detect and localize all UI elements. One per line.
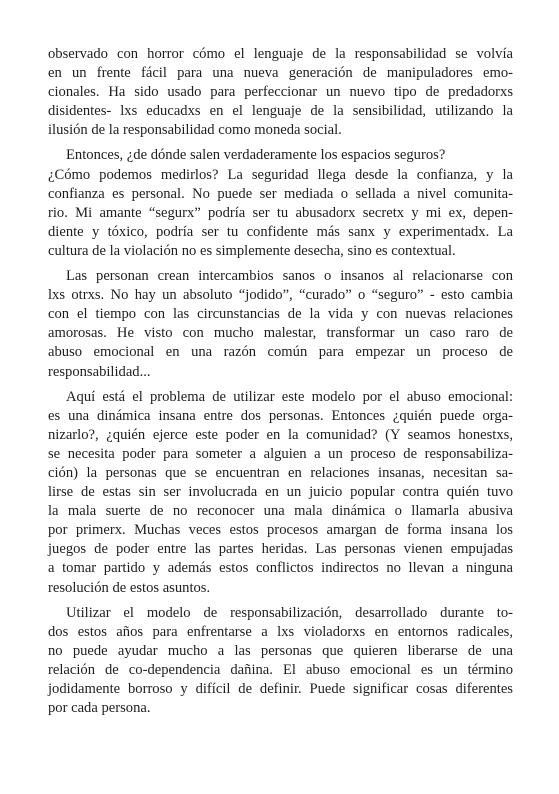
text-line: Entonces, ¿de dónde salen verdaderamente los espacios seguros? bbox=[66, 147, 446, 164]
text-line: amorosas. He visto con mucho malestar, transformar un caso raro de bbox=[48, 325, 513, 342]
text-line: la mala suerte de no reconocer una mala dinámica o llamarla abusiva bbox=[48, 503, 513, 520]
text-line: cionales. Ha sido usado para perfeccionar un nuevo tipo de predadorxs bbox=[48, 84, 513, 101]
text-line: dos estos años para enfrentarse a lxs violadorxs en entornos radicales, bbox=[48, 623, 513, 640]
text-line: por cada persona. bbox=[48, 700, 151, 717]
paragraph-5 bbox=[48, 604, 513, 719]
text-line: observado con horror cómo el lenguaje de la responsabilidad se volvía bbox=[48, 46, 513, 62]
text-line: nizarlo?, ¿quién ejerce este poder en la comunidad? (Y seamos honestxs, bbox=[48, 426, 513, 443]
text-line: Utilizar el modelo de responsabilización, desarrollado durante to- bbox=[66, 604, 513, 621]
text-line: a tomar partido y además estos conflictos indirectos no llevan a ninguna bbox=[48, 560, 513, 577]
text-line: ilusión de la responsabilidad como moneda social. bbox=[48, 122, 342, 139]
text-line: con el tiempo con las circunstancias de la vida y con nuevas relaciones bbox=[48, 306, 513, 323]
document-page bbox=[48, 45, 513, 724]
text-line: no puede ayudar mucho a las personas que quieren liberarse de una bbox=[48, 642, 513, 659]
text-line: en un frente fácil para una nueva generación de manipuladores emo- bbox=[48, 65, 513, 82]
text-line: jodidamente borroso y difícil de definir. Puede significar cosas diferentes bbox=[48, 681, 513, 697]
text-line: cultura de la violación no es simplemente desecha, sino es contextual. bbox=[48, 242, 456, 259]
text-line: resolución de estos asuntos. bbox=[48, 579, 211, 596]
text-line: ción) la personas que se encuentran en relaciones insanas, necesitan sa- bbox=[48, 464, 513, 481]
text-line: diente y tóxico, podría ser tu confidente más sanx y experimentadx. La bbox=[48, 223, 513, 240]
text-line: abuso emocional en una razón común para empezar un proceso de bbox=[48, 344, 513, 361]
text-line: relación de co-dependencia dañina. El abuso emocional es un término bbox=[48, 661, 513, 678]
text-line: Las personan crean intercambios sanos o insanos al relacionarse con bbox=[66, 268, 513, 285]
paragraph-3 bbox=[48, 267, 513, 382]
text-line: ¿Cómo podemos medirlos? La seguridad llega desde la confianza, y la bbox=[48, 166, 513, 183]
text-line: lxs otrxs. No hay un absoluto “jodido”, “curado” o “seguro” - esto cambia bbox=[48, 287, 513, 304]
text-line: Aquí está el problema de utilizar este modelo por el abuso emocional: bbox=[66, 388, 513, 405]
text-line: juegos de poder entre las partes heridas. Las personas vienen empujadas bbox=[48, 541, 513, 558]
paragraph-2 bbox=[48, 146, 513, 261]
text-line: por primerx. Muchas veces estos procesos amargan de forma insana los bbox=[48, 522, 513, 539]
text-line: responsabilidad... bbox=[48, 363, 151, 380]
text-line: es una dinámica insana entre dos personas. Entonces ¿quién puede orga- bbox=[48, 407, 513, 424]
text-line: confianza es personal. No puede ser mediada o sellada a nivel comunita- bbox=[48, 185, 513, 202]
text-line: se necesita poder para someter a alguien a un proceso de responsabiliza- bbox=[48, 445, 513, 462]
text-line: rio. Mi amante “segurx” podría ser tu abusadorx secretx y mi ex, depen- bbox=[48, 204, 513, 221]
text-line: disidentes- lxs educadxs en el lenguaje de la sensibilidad, utilizando la bbox=[48, 103, 513, 120]
paragraph-4 bbox=[48, 388, 513, 598]
text-line: lirse de estas sin ser involucrada en un juicio popular contra quién tuvo bbox=[48, 484, 513, 501]
paragraph-1 bbox=[48, 45, 513, 140]
